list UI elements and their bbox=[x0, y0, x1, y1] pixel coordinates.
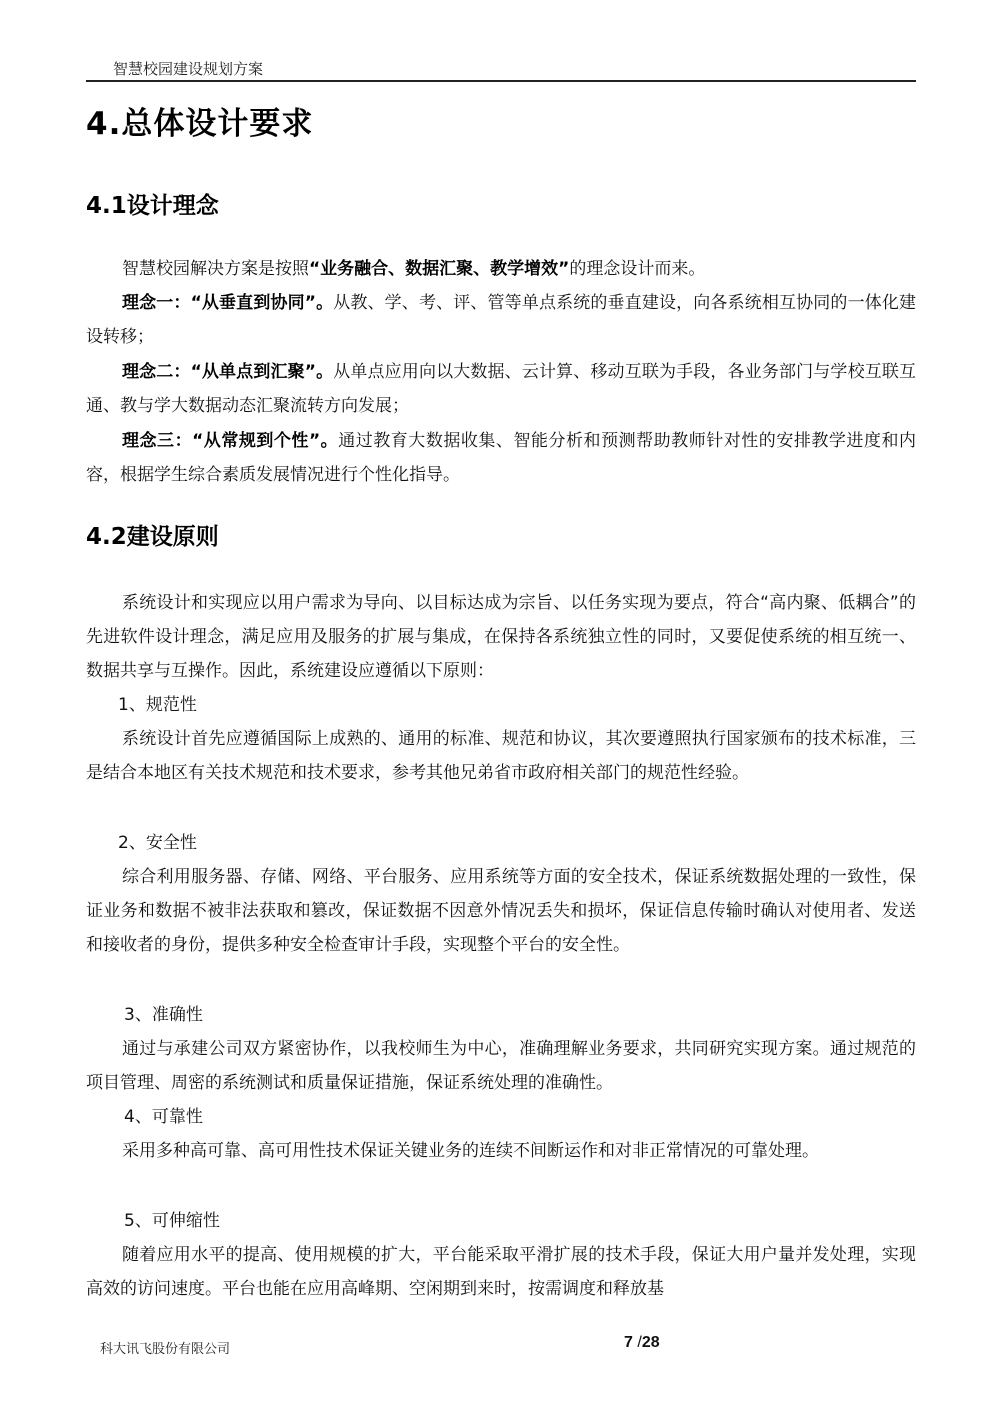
principle-heading-1: 1、规范性 bbox=[118, 695, 197, 715]
principle-text-3: 通过与承建公司双方紧密协作，以我校师生为中心，准确理解业务要求，共同研究实现方案。通过规范的项目管理、周密的系统测试和质量保证措施，保证系统处理的准确性。 bbox=[86, 1039, 916, 1093]
page-number bbox=[624, 1334, 660, 1352]
page-separator: / bbox=[637, 1334, 642, 1351]
header-rule bbox=[86, 80, 916, 82]
intro-prefix: 智慧校园解决方案是按照 bbox=[122, 259, 309, 279]
concept-1 bbox=[86, 286, 916, 354]
principle-heading-5: 5、可伸缩性 bbox=[124, 1211, 220, 1231]
section-title-construction-principles: 4.2建设原则 bbox=[86, 524, 219, 550]
principle-text-2: 综合利用服务器、存储、网络、平台服务、应用系统等方面的安全技术，保证系统数据处理的一致性，保证业务和数据不被非法获取和篡改，保证数据不因意外情况丢失和损坏，保证信息传输时确认对使用者、发送和接收者的身份，提供多种安全检查审计手段，实现整个平台的安全性。 bbox=[86, 867, 916, 955]
principle-heading-3: 3、准确性 bbox=[124, 1005, 203, 1025]
section1-intro bbox=[86, 252, 916, 286]
principle-text-1: 系统设计首先应遵循国际上成熟的、通用的标准、规范和协议，其次要遵照执行国家颁布的技术标准，三是结合本地区有关技术规范和技术要求，参考其他兄弟省市政府相关部门的规范性经验。 bbox=[86, 729, 916, 783]
intro-bold: “业务融合、数据汇聚、教学增效” bbox=[309, 259, 570, 279]
concept-text: 通过教育大数据收集、智能分析和预测帮助教师针对性的安排教学进度和内容，根据学生综合素质发展情况进行个性化指导。 bbox=[86, 431, 916, 485]
concept-label: 理念二：“从单点到汇聚”。 bbox=[122, 362, 334, 382]
page-total: 28 bbox=[641, 1334, 660, 1351]
intro-suffix: 的理念设计而来。 bbox=[569, 259, 706, 279]
section2-intro: 系统设计和实现应以用户需求为导向、以目标达成为宗旨、以任务实现为要点，符合“高内聚、低耦合”的先进软件设计理念，满足应用及服务的扩展与集成，在保持各系统独立性的同时，又要促使系统的相互统一、数据共享与互操作。因此，系统建设应遵循以下原则： bbox=[86, 593, 916, 681]
concept-text: 从单点应用向以大数据、云计算、移动互联为手段，各业务部门与学校互联互通、教与学大数据动态汇聚流转方向发展； bbox=[86, 362, 916, 416]
page-current: 7 bbox=[624, 1334, 633, 1351]
principle-text-4: 采用多种高可靠、高可用性技术保证关键业务的连续不间断运作和对非正常情况的可靠处理。 bbox=[122, 1141, 819, 1161]
concept-3 bbox=[86, 424, 916, 492]
section-title-design-concept: 4.1设计理念 bbox=[86, 193, 219, 219]
principle-heading-4: 4、可靠性 bbox=[124, 1107, 203, 1127]
concept-label: 理念三：“从常规到个性”。 bbox=[122, 431, 339, 451]
footer-company: 科大讯飞股份有限公司 bbox=[100, 1342, 231, 1357]
chapter-title: 4.总体设计要求 bbox=[86, 106, 314, 142]
concept-2 bbox=[86, 355, 916, 423]
concept-text: 从教、学、考、评、管等单点系统的垂直建设，向各系统相互协同的一体化建设转移； bbox=[86, 293, 916, 347]
principle-heading-2: 2、安全性 bbox=[118, 833, 197, 853]
header-title: 智慧校园建设规划方案 bbox=[113, 60, 264, 78]
principle-text-5: 随着应用水平的提高、使用规模的扩大，平台能采取平滑扩展的技术手段，保证大用户量并发处理，实现高效的访问速度。平台也能在应用高峰期、空闲期到来时，按需调度和释放基 bbox=[86, 1245, 916, 1299]
concept-label: 理念一：“从垂直到协同”。 bbox=[122, 293, 334, 313]
